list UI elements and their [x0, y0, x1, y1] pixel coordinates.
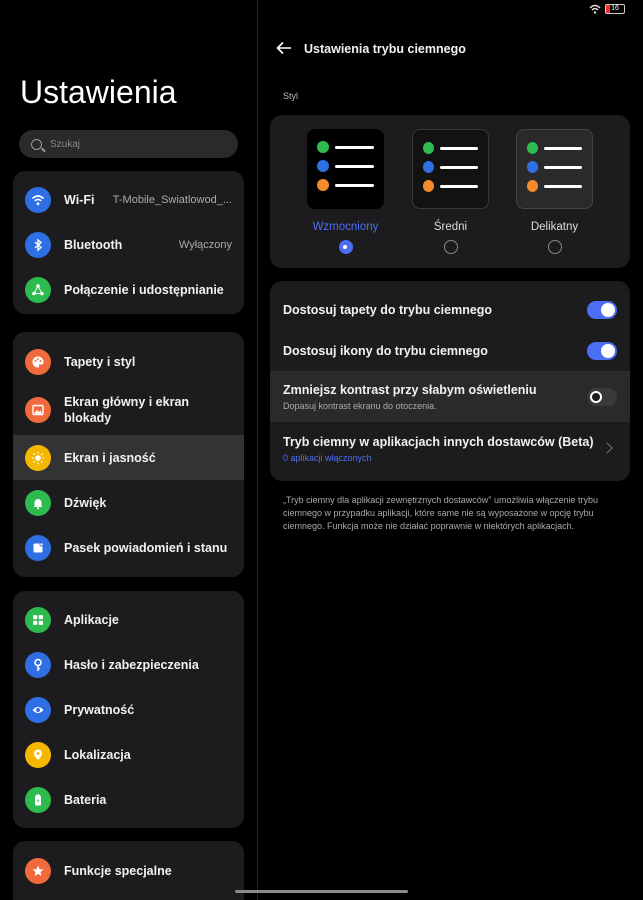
sidebar-item-label: Wi-Fi — [64, 192, 95, 207]
home-indicator[interactable] — [235, 890, 408, 893]
star-icon — [25, 858, 51, 884]
wifi-network-name: T-Mobile_Swiatlowod_... — [112, 193, 232, 206]
dark-mode-options-card — [270, 281, 630, 481]
setting-subtitle: Dopasuj kontrast ekranu do otoczenia. — [283, 401, 437, 411]
wifi-icon — [25, 187, 51, 213]
sidebar-item-label: Lokalizacja — [64, 747, 131, 762]
home-screen-icon — [25, 397, 51, 423]
style-radio-enhanced[interactable] — [339, 240, 353, 254]
setting-adjust-wallpapers[interactable] — [270, 289, 630, 331]
sidebar-item-label: Funkcje specjalne — [64, 863, 172, 878]
sidebar-item-label: Bluetooth — [64, 237, 123, 252]
sidebar-item-label: Połączenie i udostępnianie — [64, 282, 224, 297]
battery-icon — [25, 787, 51, 813]
page-title: Ustawienia trybu ciemnego — [304, 42, 466, 56]
sidebar-item-wallpaper-style[interactable] — [13, 339, 244, 384]
search-icon — [31, 139, 42, 150]
sidebar-item-bluetooth[interactable] — [13, 222, 244, 267]
setting-title: Zmniejsz kontrast przy słabym oświetleniu — [283, 383, 537, 397]
style-preview — [307, 129, 384, 209]
style-option-medium[interactable] — [412, 129, 489, 254]
setting-adjust-icons[interactable] — [270, 331, 630, 371]
settings-group-display — [13, 332, 244, 577]
style-option-label: Wzmocniony — [312, 221, 379, 233]
sidebar-item-label: Dźwięk — [64, 495, 107, 510]
sidebar-item-privacy[interactable] — [13, 687, 244, 732]
setting-title: Tryb ciemny w aplikacjach innych dostawców (Beta) — [283, 434, 594, 449]
sidebar-item-display-brightness[interactable] — [13, 435, 244, 480]
sidebar-item-label: Ekran i jasność — [64, 450, 156, 465]
bluetooth-status: Wyłączony — [178, 238, 232, 251]
style-preview — [516, 129, 593, 209]
sidebar-item-connection-sharing[interactable] — [13, 267, 244, 312]
style-option-label: Delikatny — [530, 221, 579, 233]
connection-sharing-icon — [25, 277, 51, 303]
toggle-adjust-wallpapers[interactable] — [587, 301, 617, 319]
sidebar-item-label: Prywatność — [64, 702, 135, 717]
style-option-label: Średni — [433, 221, 468, 233]
setting-reduce-contrast[interactable] — [270, 371, 630, 422]
pane-divider — [257, 0, 258, 900]
search-bar[interactable] — [19, 130, 238, 158]
sidebar-item-home-lock-screen[interactable] — [13, 384, 244, 435]
section-label-style: Styl — [283, 91, 299, 101]
footnote-text: „Tryb ciemny dla aplikacji zewnętrznych dostawców" umożliwia włączenie trybu ciemnego w przypadku aplikacji, które same nie są wyposażone w opcję trybu ciemnego. Funkcja może nie działać poprawnie w niektórych aplikacjach. — [283, 495, 598, 531]
settings-group-system — [13, 591, 244, 828]
setting-third-party-dark-mode[interactable] — [270, 422, 630, 474]
style-option-enhanced[interactable] — [307, 129, 384, 254]
setting-subtitle: 0 aplikacji włączonych — [283, 452, 372, 463]
brightness-icon — [25, 445, 51, 471]
toggle-adjust-icons[interactable] — [587, 342, 617, 360]
sidebar-item-battery[interactable] — [13, 777, 244, 822]
bell-icon — [25, 490, 51, 516]
palette-icon — [25, 349, 51, 375]
style-preview — [412, 129, 489, 209]
sidebar-item-wifi[interactable] — [13, 177, 244, 222]
style-radio-medium[interactable] — [444, 240, 458, 254]
battery-status-icon — [605, 4, 625, 14]
sidebar-item-sound[interactable] — [13, 480, 244, 525]
settings-group-special — [13, 841, 244, 900]
dark-mode-style-card — [270, 115, 630, 268]
setting-title: Dostosuj tapety do trybu ciemnego — [283, 303, 493, 317]
sidebar-item-label: Hasło i zabezpieczenia — [64, 657, 199, 672]
style-option-gentle[interactable] — [516, 129, 593, 254]
sidebar-item-special-features[interactable] — [13, 848, 244, 893]
sidebar-item-notification-bar[interactable] — [13, 525, 244, 570]
wifi-status-icon — [589, 4, 601, 14]
sidebar-item-label: Aplikacje — [64, 612, 119, 627]
location-icon — [25, 742, 51, 768]
battery-level: 16 — [611, 5, 619, 12]
style-radio-gentle[interactable] — [548, 240, 562, 254]
sidebar-item-label: Bateria — [64, 792, 107, 807]
apps-icon — [25, 607, 51, 633]
sidebar-item-label: Pasek powiadomień i stanu — [64, 540, 228, 555]
status-icons — [589, 4, 625, 14]
bluetooth-icon — [25, 232, 51, 258]
settings-group-connectivity — [13, 171, 244, 314]
chevron-right-icon — [601, 442, 612, 453]
sidebar-item-password-security[interactable] — [13, 642, 244, 687]
sidebar-item-apps[interactable] — [13, 597, 244, 642]
back-arrow-icon[interactable] — [276, 41, 292, 55]
settings-sidebar — [0, 0, 257, 900]
sidebar-item-label: Ekran główny i ekran blokady — [64, 394, 190, 425]
setting-title: Dostosuj ikony do trybu ciemnego — [283, 344, 488, 358]
toggle-reduce-contrast[interactable] — [587, 388, 617, 406]
sidebar-item-label: Tapety i styl — [64, 354, 136, 369]
privacy-icon — [25, 697, 51, 723]
settings-title: Ustawienia — [20, 74, 177, 110]
search-input[interactable] — [50, 139, 220, 150]
notification-icon — [25, 535, 51, 561]
sidebar-item-location[interactable] — [13, 732, 244, 777]
key-icon — [25, 652, 51, 678]
